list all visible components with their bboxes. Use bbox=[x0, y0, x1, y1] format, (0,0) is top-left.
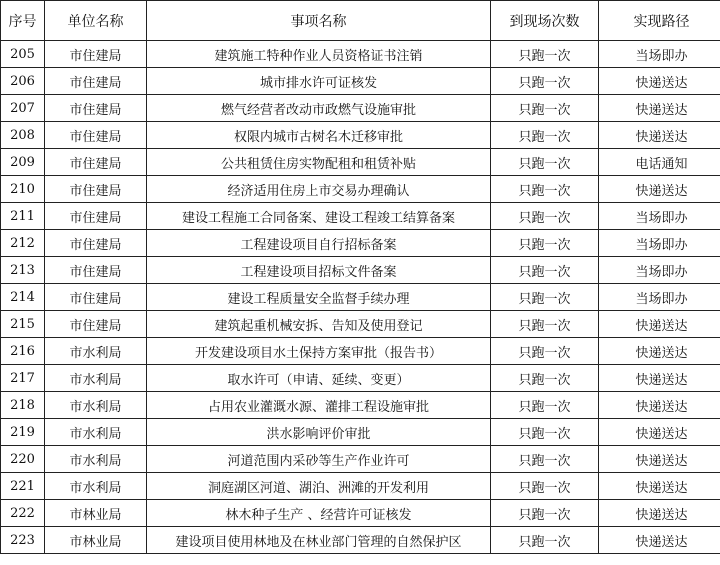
cell-path: 当场即办 bbox=[599, 203, 720, 230]
cell-path: 快递送达 bbox=[599, 419, 720, 446]
cell-unit: 市水利局 bbox=[45, 338, 147, 365]
cell-seq: 210 bbox=[1, 176, 45, 203]
cell-unit: 市住建局 bbox=[45, 122, 147, 149]
cell-visits: 只跑一次 bbox=[491, 176, 599, 203]
cell-unit: 市林业局 bbox=[45, 527, 147, 554]
cell-item: 燃气经营者改动市政燃气设施审批 bbox=[147, 95, 491, 122]
cell-path: 快递送达 bbox=[599, 95, 720, 122]
cell-item: 占用农业灌溉水源、灌排工程设施审批 bbox=[147, 392, 491, 419]
table-row bbox=[1, 446, 720, 473]
cell-visits: 只跑一次 bbox=[491, 41, 599, 68]
cell-item: 建设工程质量安全监督手续办理 bbox=[147, 284, 491, 311]
cell-seq: 212 bbox=[1, 230, 45, 257]
cell-seq: 223 bbox=[1, 527, 45, 554]
table-row bbox=[1, 419, 720, 446]
cell-visits: 只跑一次 bbox=[491, 527, 599, 554]
cell-path: 快递送达 bbox=[599, 122, 720, 149]
table-row bbox=[1, 257, 720, 284]
cell-path: 快递送达 bbox=[599, 68, 720, 95]
cell-visits: 只跑一次 bbox=[491, 338, 599, 365]
cell-unit: 市住建局 bbox=[45, 203, 147, 230]
cell-seq: 213 bbox=[1, 257, 45, 284]
cell-item: 权限内城市古树名木迁移审批 bbox=[147, 122, 491, 149]
cell-path: 当场即办 bbox=[599, 257, 720, 284]
cell-visits: 只跑一次 bbox=[491, 473, 599, 500]
cell-item: 建筑起重机械安拆、告知及使用登记 bbox=[147, 311, 491, 338]
cell-item: 洞庭湖区河道、湖泊、洲滩的开发利用 bbox=[147, 473, 491, 500]
table-row bbox=[1, 203, 720, 230]
cell-path: 快递送达 bbox=[599, 527, 720, 554]
table-row bbox=[1, 176, 720, 203]
cell-seq: 215 bbox=[1, 311, 45, 338]
cell-visits: 只跑一次 bbox=[491, 392, 599, 419]
cell-item: 林木种子生产 、经营许可证核发 bbox=[147, 500, 491, 527]
table-row bbox=[1, 149, 720, 176]
cell-item: 建筑施工特种作业人员资格证书注销 bbox=[147, 41, 491, 68]
cell-seq: 207 bbox=[1, 95, 45, 122]
cell-path: 快递送达 bbox=[599, 365, 720, 392]
cell-path: 快递送达 bbox=[599, 500, 720, 527]
cell-unit: 市住建局 bbox=[45, 41, 147, 68]
header-seq: 序号 bbox=[1, 1, 45, 41]
cell-item: 工程建设项目自行招标备案 bbox=[147, 230, 491, 257]
cell-seq: 205 bbox=[1, 41, 45, 68]
cell-path: 当场即办 bbox=[599, 284, 720, 311]
cell-item: 开发建设项目水土保持方案审批（报告书） bbox=[147, 338, 491, 365]
cell-unit: 市住建局 bbox=[45, 68, 147, 95]
cell-visits: 只跑一次 bbox=[491, 284, 599, 311]
cell-seq: 216 bbox=[1, 338, 45, 365]
cell-visits: 只跑一次 bbox=[491, 95, 599, 122]
table-row bbox=[1, 122, 720, 149]
cell-unit: 市水利局 bbox=[45, 473, 147, 500]
cell-unit: 市住建局 bbox=[45, 257, 147, 284]
cell-item: 公共租赁住房实物配租和租赁补贴 bbox=[147, 149, 491, 176]
table-row bbox=[1, 392, 720, 419]
cell-unit: 市住建局 bbox=[45, 311, 147, 338]
cell-path: 快递送达 bbox=[599, 446, 720, 473]
cell-visits: 只跑一次 bbox=[491, 68, 599, 95]
cell-unit: 市林业局 bbox=[45, 500, 147, 527]
cell-visits: 只跑一次 bbox=[491, 122, 599, 149]
table-row bbox=[1, 338, 720, 365]
cell-item: 洪水影响评价审批 bbox=[147, 419, 491, 446]
cell-item: 工程建设项目招标文件备案 bbox=[147, 257, 491, 284]
cell-unit: 市水利局 bbox=[45, 392, 147, 419]
table-row bbox=[1, 311, 720, 338]
cell-item: 城市排水许可证核发 bbox=[147, 68, 491, 95]
cell-seq: 211 bbox=[1, 203, 45, 230]
cell-visits: 只跑一次 bbox=[491, 365, 599, 392]
cell-item: 取水许可（申请、延续、变更） bbox=[147, 365, 491, 392]
cell-seq: 218 bbox=[1, 392, 45, 419]
table-row bbox=[1, 365, 720, 392]
cell-unit: 市住建局 bbox=[45, 176, 147, 203]
cell-path: 快递送达 bbox=[599, 392, 720, 419]
table-row bbox=[1, 527, 720, 554]
cell-seq: 220 bbox=[1, 446, 45, 473]
cell-item: 经济适用住房上市交易办理确认 bbox=[147, 176, 491, 203]
cell-visits: 只跑一次 bbox=[491, 257, 599, 284]
cell-seq: 217 bbox=[1, 365, 45, 392]
cell-seq: 214 bbox=[1, 284, 45, 311]
cell-seq: 209 bbox=[1, 149, 45, 176]
cell-seq: 222 bbox=[1, 500, 45, 527]
cell-item: 建设工程施工合同备案、建设工程竣工结算备案 bbox=[147, 203, 491, 230]
cell-unit: 市水利局 bbox=[45, 365, 147, 392]
table-row bbox=[1, 473, 720, 500]
cell-path: 当场即办 bbox=[599, 41, 720, 68]
cell-path: 快递送达 bbox=[599, 473, 720, 500]
header-path: 实现路径 bbox=[599, 1, 720, 41]
cell-unit: 市水利局 bbox=[45, 419, 147, 446]
cell-unit: 市住建局 bbox=[45, 284, 147, 311]
cell-seq: 219 bbox=[1, 419, 45, 446]
cell-seq: 206 bbox=[1, 68, 45, 95]
cell-item: 建设项目使用林地及在林业部门管理的自然保护区 bbox=[147, 527, 491, 554]
cell-unit: 市住建局 bbox=[45, 95, 147, 122]
cell-seq: 208 bbox=[1, 122, 45, 149]
cell-visits: 只跑一次 bbox=[491, 500, 599, 527]
cell-path: 电话通知 bbox=[599, 149, 720, 176]
cell-unit: 市住建局 bbox=[45, 230, 147, 257]
header-unit: 单位名称 bbox=[45, 1, 147, 41]
table-row bbox=[1, 284, 720, 311]
cell-visits: 只跑一次 bbox=[491, 230, 599, 257]
cell-seq: 221 bbox=[1, 473, 45, 500]
cell-item: 河道范围内采砂等生产作业许可 bbox=[147, 446, 491, 473]
cell-visits: 只跑一次 bbox=[491, 311, 599, 338]
cell-visits: 只跑一次 bbox=[491, 149, 599, 176]
table-row bbox=[1, 41, 720, 68]
header-visits: 到现场次数 bbox=[491, 1, 599, 41]
cell-unit: 市住建局 bbox=[45, 149, 147, 176]
table-row bbox=[1, 500, 720, 527]
header-item: 事项名称 bbox=[147, 1, 491, 41]
table-row bbox=[1, 68, 720, 95]
cell-path: 快递送达 bbox=[599, 338, 720, 365]
table-row bbox=[1, 230, 720, 257]
cell-visits: 只跑一次 bbox=[491, 203, 599, 230]
cell-path: 快递送达 bbox=[599, 311, 720, 338]
cell-path: 当场即办 bbox=[599, 230, 720, 257]
table-row bbox=[1, 95, 720, 122]
table-header-row bbox=[1, 1, 720, 41]
cell-visits: 只跑一次 bbox=[491, 419, 599, 446]
cell-visits: 只跑一次 bbox=[491, 446, 599, 473]
cell-unit: 市水利局 bbox=[45, 446, 147, 473]
table-body bbox=[1, 41, 720, 554]
cell-path: 快递送达 bbox=[599, 176, 720, 203]
